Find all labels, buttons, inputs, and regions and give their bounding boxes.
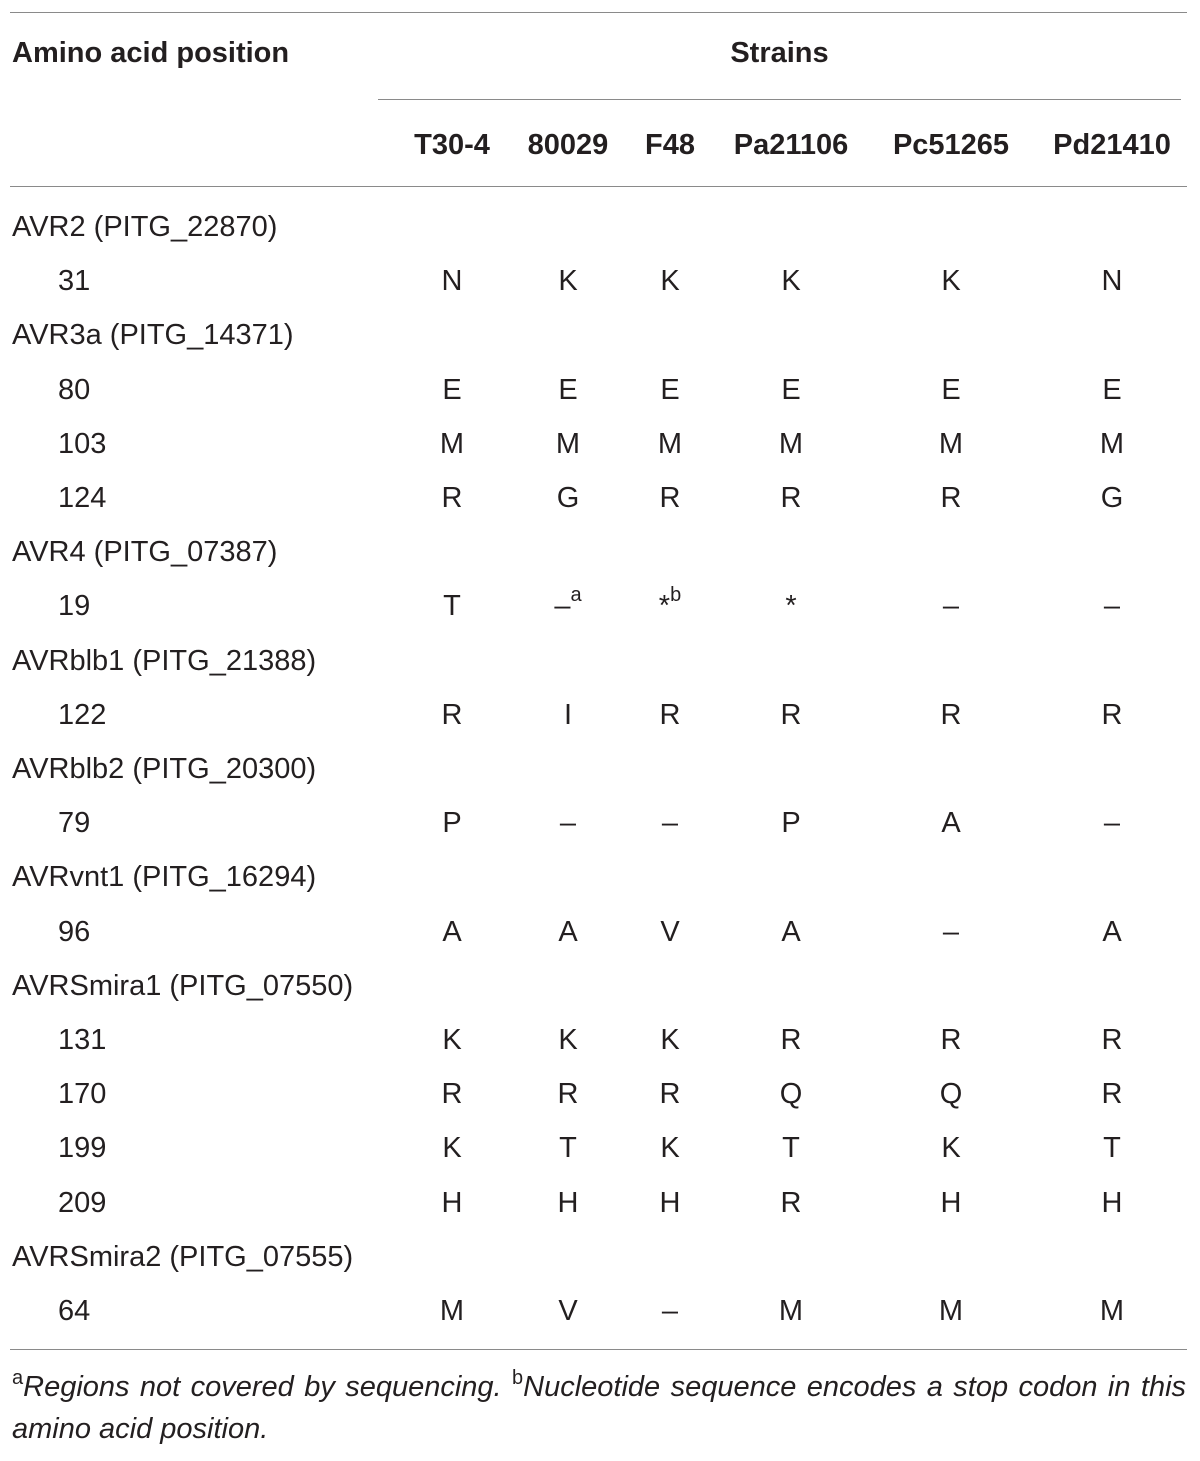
residue-cell	[558, 1077, 579, 1111]
residue-cell	[442, 373, 461, 407]
residue-cell	[660, 1077, 681, 1111]
position-label: 64	[58, 1295, 91, 1327]
amino-acid-position-header: Amino acid position	[12, 37, 290, 69]
residue-value: –	[661, 807, 679, 840]
gene-row	[0, 634, 1200, 688]
residue-value: R	[780, 482, 802, 514]
residue-cell	[939, 427, 963, 461]
residue-cell	[558, 1023, 577, 1057]
residue-value: H	[659, 1186, 681, 1219]
residue-value: M	[439, 1295, 465, 1327]
position-label: 131	[58, 1024, 107, 1056]
residue-value: G	[1100, 482, 1124, 514]
residue-value: T	[443, 590, 461, 623]
footnote-marker: a	[570, 584, 582, 607]
residue-value: M	[778, 1295, 804, 1327]
gene-label: AVR3a (PITG_14371)	[12, 319, 294, 352]
residue-cell	[1101, 481, 1124, 515]
residue-cell	[658, 584, 682, 623]
gene-row	[0, 959, 1200, 1013]
footnote-a-marker: a	[12, 1367, 24, 1389]
position-label: 19	[58, 590, 91, 623]
position-label: 170	[58, 1078, 107, 1111]
residue-cell	[943, 589, 959, 623]
footnote-b-marker: b	[512, 1367, 524, 1389]
residue-cell	[442, 1186, 463, 1220]
residue-value: R	[441, 1078, 463, 1111]
residue-value: R	[940, 698, 962, 731]
gene-label: AVRSmira2 (PITG_07555)	[12, 1240, 354, 1273]
residue-cell	[442, 1131, 461, 1165]
residue-cell	[781, 698, 802, 732]
header-bottom-rule	[10, 186, 1187, 187]
table-row	[0, 1013, 1200, 1067]
residue-cell	[781, 915, 800, 949]
residue-cell	[440, 427, 464, 461]
residue-cell	[558, 373, 577, 407]
residue-value: T	[782, 1132, 800, 1165]
residue-cell	[785, 589, 796, 623]
residue-cell	[941, 806, 960, 840]
residue-cell	[660, 481, 681, 515]
residue-cell	[1104, 806, 1120, 840]
gene-label: AVR4 (PITG_07387)	[12, 536, 278, 569]
residue-cell	[941, 481, 962, 515]
residue-cell	[781, 1023, 802, 1057]
residue-cell	[442, 698, 463, 732]
residue-value: E	[442, 373, 462, 406]
residue-value: K	[941, 1132, 961, 1165]
residue-value: M	[657, 427, 683, 460]
residue-value: R	[940, 482, 962, 514]
residue-value: –	[1103, 807, 1121, 840]
gene-label: AVRSmira1 (PITG_07550)	[12, 969, 354, 1002]
gene-row	[0, 1230, 1200, 1284]
gene-row	[0, 525, 1200, 579]
residue-value: A	[1102, 915, 1122, 948]
table-row	[0, 1067, 1200, 1121]
residue-cell	[781, 806, 800, 840]
residue-value: R	[780, 1186, 802, 1219]
residue-value: H	[557, 1186, 579, 1219]
residue-cell	[564, 698, 572, 732]
residue-value: –	[1103, 590, 1121, 623]
strain-header: Pa21106	[733, 129, 849, 161]
residue-cell	[941, 264, 960, 298]
residue-value: A	[558, 915, 578, 948]
residue-value: H	[1101, 1186, 1123, 1219]
strain-header: 80029	[527, 129, 609, 161]
residue-value: T	[1103, 1132, 1121, 1165]
residue-value: R	[1101, 1024, 1123, 1056]
residue-cell	[440, 1294, 464, 1328]
residue-cell	[558, 1294, 577, 1328]
residue-cell	[780, 1077, 803, 1111]
residue-cell	[1104, 589, 1120, 623]
residue-value: R	[659, 1078, 681, 1111]
table-row	[0, 1176, 1200, 1230]
residue-cell	[557, 481, 580, 515]
gene-row	[0, 308, 1200, 362]
table-bottom-rule	[10, 1349, 1187, 1350]
residue-value: V	[660, 915, 680, 948]
residue-value: K	[941, 265, 961, 298]
residue-cell	[442, 1077, 463, 1111]
footnote-marker: b	[670, 584, 682, 607]
residue-cell	[442, 264, 463, 298]
residue-value: –	[554, 590, 571, 623]
residue-value: R	[441, 698, 463, 731]
residue-cell	[558, 264, 577, 298]
residue-cell	[554, 584, 582, 623]
gene-label: AVRblb2 (PITG_20300)	[12, 753, 317, 785]
residue-cell	[782, 1131, 800, 1165]
table-row	[0, 579, 1200, 633]
residue-value: I	[563, 698, 573, 731]
residue-cell	[558, 915, 577, 949]
residue-cell	[1102, 915, 1121, 949]
residue-value: N	[1101, 265, 1123, 298]
position-label: 209	[58, 1186, 107, 1219]
residue-cell	[1102, 1077, 1123, 1111]
residue-cell	[660, 1131, 679, 1165]
residue-cell	[558, 1186, 579, 1220]
residue-value: H	[940, 1186, 962, 1219]
residue-cell	[443, 589, 461, 623]
table-row	[0, 905, 1200, 959]
residue-value: –	[942, 590, 960, 623]
residue-cell	[560, 806, 576, 840]
table-row	[0, 1284, 1200, 1338]
gene-row	[0, 850, 1200, 904]
residue-value: M	[938, 427, 964, 460]
residue-value: R	[780, 698, 802, 731]
table-row	[0, 417, 1200, 471]
residue-value: N	[441, 265, 463, 298]
residue-value: –	[559, 807, 577, 840]
position-label: 124	[58, 482, 107, 514]
position-label: 103	[58, 427, 107, 460]
residue-value: M	[938, 1295, 964, 1327]
residue-value: A	[941, 807, 961, 840]
position-label: 96	[58, 915, 91, 948]
residue-cell	[662, 806, 678, 840]
residue-value: R	[1101, 698, 1123, 731]
residue-value: K	[660, 265, 680, 298]
residue-value: A	[781, 915, 801, 948]
residue-cell	[1100, 1294, 1124, 1328]
strains-header-rule	[378, 99, 1181, 100]
residue-cell	[1102, 1023, 1123, 1057]
table-top-rule	[10, 12, 1187, 13]
residue-cell	[941, 1131, 960, 1165]
residue-value: R	[659, 482, 681, 514]
residue-cell	[781, 481, 802, 515]
residue-value: *	[785, 590, 797, 623]
residue-value: Q	[779, 1078, 803, 1111]
strain-header: T30-4	[414, 129, 490, 161]
table-row	[0, 688, 1200, 742]
residue-cell	[781, 373, 800, 407]
residue-cell	[442, 915, 461, 949]
residue-value: K	[781, 265, 801, 298]
residue-cell	[660, 1186, 681, 1220]
gene-label: AVR2 (PITG_22870)	[12, 211, 278, 243]
position-label: 79	[58, 807, 91, 840]
residue-value: –	[942, 915, 960, 948]
residue-value: K	[442, 1132, 462, 1165]
residue-cell	[662, 1294, 678, 1328]
residue-cell	[779, 1294, 803, 1328]
residue-cell	[660, 1023, 679, 1057]
residue-cell	[1103, 1131, 1121, 1165]
residue-value: P	[442, 807, 462, 840]
residue-value: M	[778, 427, 804, 460]
strain-header: F48	[645, 129, 695, 161]
residue-cell	[556, 427, 580, 461]
residue-cell	[660, 264, 679, 298]
residue-value: E	[941, 373, 961, 406]
residue-cell	[941, 1186, 962, 1220]
residue-cell	[781, 1186, 802, 1220]
footnote-a-text: Regions not covered by sequencing.	[23, 1371, 502, 1403]
gene-label: AVRblb1 (PITG_21388)	[12, 644, 317, 677]
residue-value: K	[660, 1024, 680, 1056]
residue-value: E	[660, 373, 680, 406]
residue-value: K	[660, 1132, 680, 1165]
residue-value: E	[781, 373, 801, 406]
residue-value: M	[1099, 1295, 1125, 1327]
residue-cell	[442, 481, 463, 515]
residue-value: R	[441, 482, 463, 514]
residue-value: R	[940, 1024, 962, 1056]
residue-value: M	[555, 427, 581, 460]
residue-cell	[943, 915, 959, 949]
table-row	[0, 254, 1200, 308]
residue-value: K	[558, 1024, 578, 1056]
position-label: 199	[58, 1132, 107, 1165]
residue-cell	[660, 915, 679, 949]
residue-cell	[442, 806, 461, 840]
residue-value: K	[558, 265, 578, 298]
residue-value: T	[559, 1132, 577, 1165]
gene-row	[0, 742, 1200, 796]
residue-value: R	[659, 698, 681, 731]
position-label: 31	[58, 265, 91, 298]
residue-value: P	[781, 807, 801, 840]
strain-header: Pd21410	[1053, 129, 1171, 161]
residue-value: K	[442, 1024, 462, 1056]
table-row	[0, 1121, 1200, 1175]
strain-header: Pc51265	[892, 129, 1010, 161]
gene-row	[0, 200, 1200, 254]
residue-cell	[940, 1077, 963, 1111]
residue-cell	[1102, 264, 1123, 298]
residue-cell	[442, 1023, 461, 1057]
table-row	[0, 796, 1200, 850]
residue-value: R	[557, 1078, 579, 1111]
residue-cell	[939, 1294, 963, 1328]
residue-value: G	[556, 482, 580, 514]
residue-cell	[660, 373, 679, 407]
residue-value: R	[1101, 1078, 1123, 1111]
residue-cell	[1102, 1186, 1123, 1220]
residue-cell	[1102, 373, 1121, 407]
position-label: 80	[58, 373, 91, 406]
residue-cell	[1100, 427, 1124, 461]
residue-cell	[941, 373, 960, 407]
residue-cell	[779, 427, 803, 461]
residue-value: V	[558, 1295, 578, 1327]
residue-cell	[941, 698, 962, 732]
table-row	[0, 471, 1200, 525]
residue-value: *	[658, 590, 671, 623]
residue-value: R	[780, 1024, 802, 1056]
residue-cell	[658, 427, 682, 461]
residue-cell	[781, 264, 800, 298]
residue-cell	[941, 1023, 962, 1057]
residue-cell	[1102, 698, 1123, 732]
table-footnotes	[12, 1366, 1186, 1450]
residue-value: M	[1099, 427, 1125, 460]
residue-value: –	[661, 1295, 679, 1327]
footnote-b-text: Nucleotide sequence encodes a stop codon in this amino acid position.	[12, 1371, 1187, 1445]
residue-value: A	[442, 915, 462, 948]
residue-value: M	[439, 427, 465, 460]
residue-value: H	[441, 1186, 463, 1219]
residue-value: Q	[939, 1078, 963, 1111]
residue-value: E	[558, 373, 578, 406]
table-row	[0, 363, 1200, 417]
gene-label: AVRvnt1 (PITG_16294)	[12, 861, 317, 894]
residue-cell	[660, 698, 681, 732]
residue-cell	[559, 1131, 577, 1165]
position-label: 122	[58, 698, 107, 731]
residue-value: E	[1102, 373, 1122, 406]
strains-header: Strains	[730, 37, 829, 69]
